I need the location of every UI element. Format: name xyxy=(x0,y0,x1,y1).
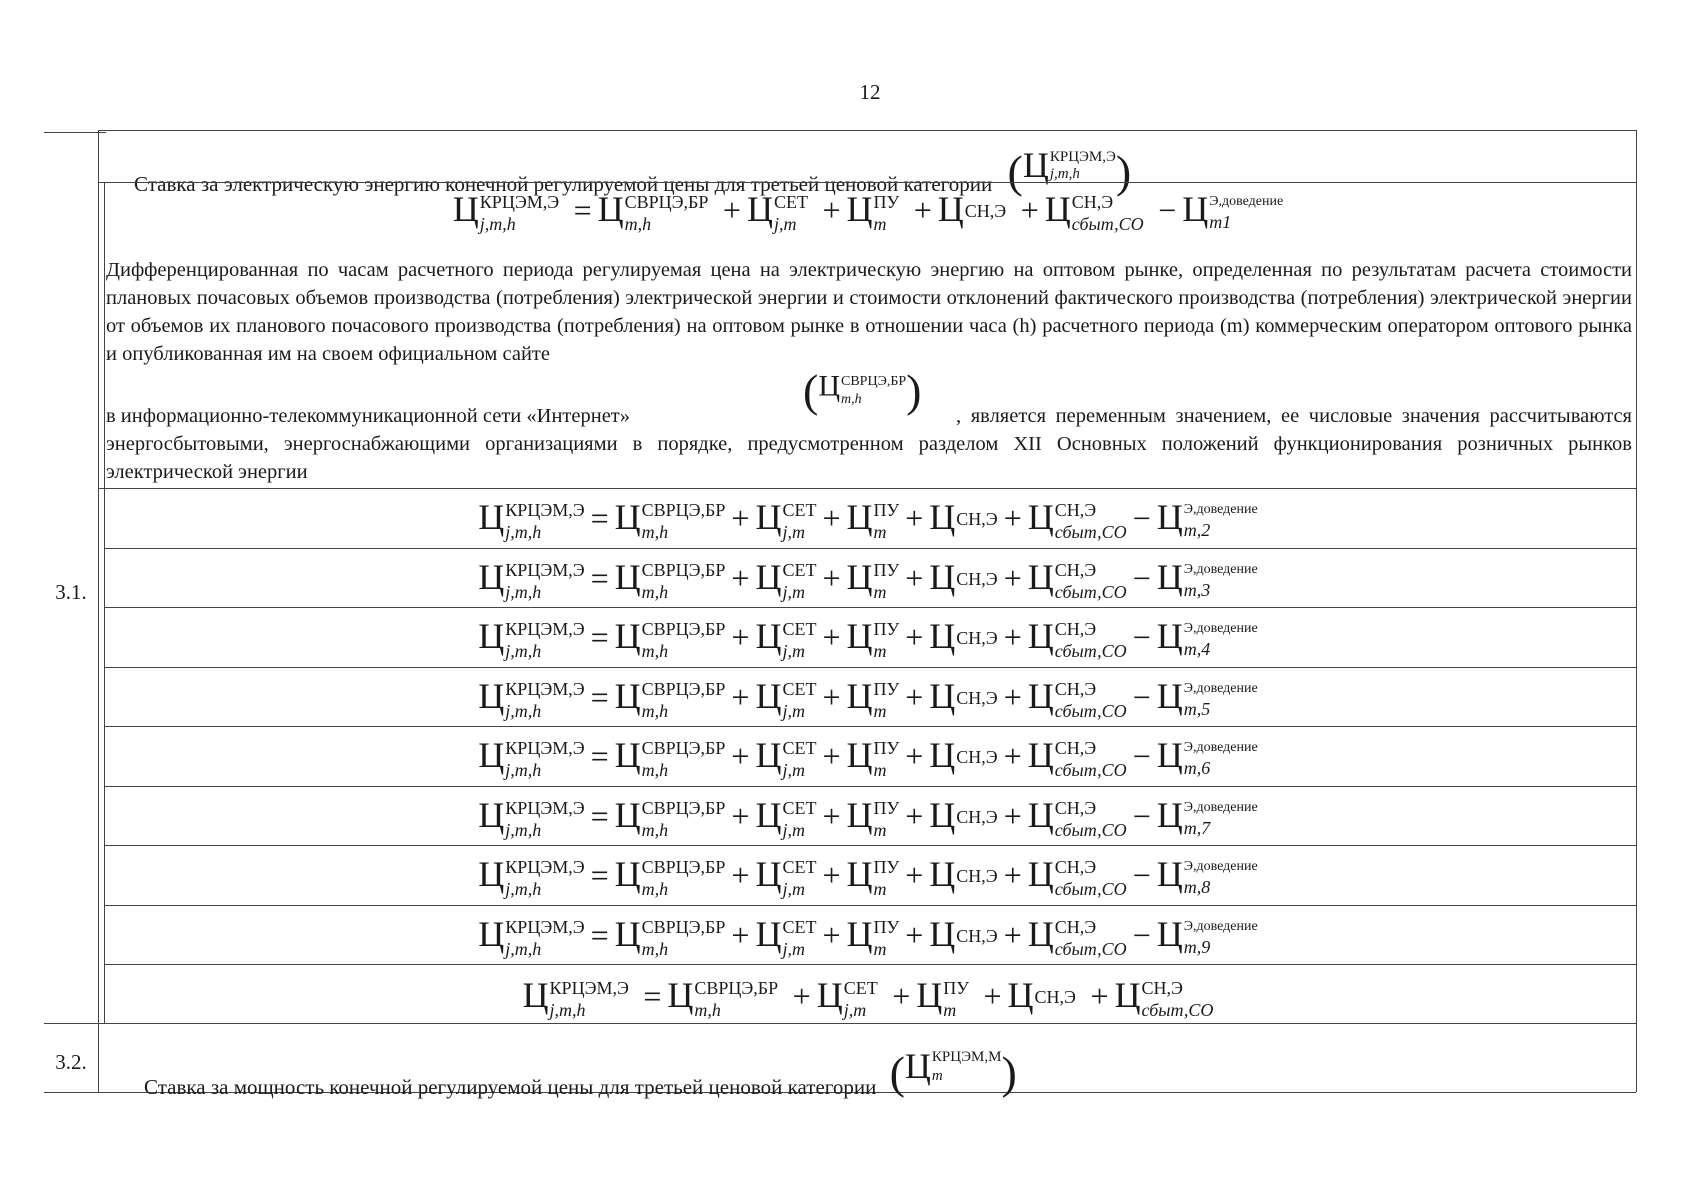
formula-row: Ц КРЦЭМ,Э j,m,h = Ц СВРЦЭ,БР m,h + Ц СЕТ j,m + Ц ПУ m + Ц СН,Э + Ц СН,Э сбыт,СО − Ц Э,доведение m,9 xyxy=(478,914,1258,960)
section-3-2-title: Ставка за мощность конечной регулируемой цены для третьей ценовой категории (Ц КРЦЭМ,М m ) xyxy=(144,1046,1017,1099)
formula-row: Ц КРЦЭМ,Э j,m,h = Ц СВРЦЭ,БР m,h + Ц СЕТ j,m + Ц ПУ m + Ц СН,Э + Ц СН,Э сбыт,СО − Ц Э,доведение m,8 xyxy=(478,854,1258,900)
section-number-3-1: 3.1. xyxy=(55,580,87,604)
paragraph-continuation: в информационно-телекоммуникационной сети «Интернет» (Ц СВРЦЭ,БР m,h ) xyxy=(106,365,922,427)
section-3-1-title: Ставка за электрическую энергию конечной регулируемой цены для третьей ценовой категории (Ц КРЦЭМ,Э j,m,h ) xyxy=(134,145,1132,198)
formula-row: Ц КРЦЭМ,Э j,m,h = Ц СВРЦЭ,БР m,h + Ц СЕТ j,m + Ц ПУ m + Ц СН,Э + Ц СН,Э сбыт,СО − Ц Э,доведение m,3 xyxy=(478,557,1258,603)
paragraph-tail: , является переменным значением, ее числовые значения рассчитываются энергосбытовыми, энергоснабжающими организациями в порядке, предусмотренном разделом XII Основных положений функционирования розничных рынков электрической энергии xyxy=(106,405,1632,483)
formula-row: Ц КРЦЭМ,Э j,m,h = Ц СВРЦЭ,БР m,h + Ц СЕТ j,m + Ц ПУ m + Ц СН,Э + Ц СН,Э сбыт,СО − Ц Э,доведение m,7 xyxy=(478,795,1258,841)
formula-row: Ц КРЦЭМ,Э j,m,h = Ц СВРЦЭ,БР m,h + Ц СЕТ j,m + Ц ПУ m + Ц СН,Э + Ц СН,Э сбыт,СО − Ц Э,доведение m,2 xyxy=(478,497,1258,543)
formula-row-1: Ц КРЦЭМ,Э j,m,h = Ц СВРЦЭ,БР m,h + Ц СЕТ j,m + Ц ПУ m + Ц СН,Э + Ц СН,Э сбыт,СО − Ц Э,доведение m1 xyxy=(452,189,1284,235)
formula-row: Ц КРЦЭМ,Э j,m,h = Ц СВРЦЭ,БР m,h + Ц СЕТ j,m + Ц ПУ m + Ц СН,Э + Ц СН,Э сбыт,СО − Ц Э,доведение m,5 xyxy=(478,676,1258,722)
page-number: 12 xyxy=(859,80,881,104)
formula-row: Ц КРЦЭМ,Э j,m,h = Ц СВРЦЭ,БР m,h + Ц СЕТ j,m + Ц ПУ m + Ц СН,Э + Ц СН,Э сбыт,СО − Ц Э,доведение m,4 xyxy=(478,616,1258,662)
document-table xyxy=(44,130,1636,1099)
formula-row: Ц КРЦЭМ,Э j,m,h = Ц СВРЦЭ,БР m,h + Ц СЕТ j,m + Ц ПУ m + Ц СН,Э + Ц СН,Э сбыт,СО − Ц Э,доведение m,6 xyxy=(478,735,1258,781)
formula-row-final: Ц КРЦЭМ,Э j,m,h = Ц СВРЦЭ,БР m,h + Ц СЕТ j,m + Ц ПУ m + Ц СН,Э + Ц СН,Э сбыт,СО xyxy=(522,975,1214,1021)
paragraph-main: Дифференцированная по часам расчетного периода регулируемая цена на электрическую энергию на оптовом рынке, определенная по результатам расчета стоимости плановых почасовых объемов производства (потребления) электрической энергии и стоимости отклонений фактического производства (потребления) электрической энергии от объемов их планового почасового производства (потребления) на оптовом рынке в отношении часа (h) расчетного периода (m) коммерческим оператором оптового рынка и опубликованная им на своем официальном сайте xyxy=(106,259,1632,365)
number-column xyxy=(44,130,99,1092)
section-number-3-2: 3.2. xyxy=(55,1050,87,1074)
